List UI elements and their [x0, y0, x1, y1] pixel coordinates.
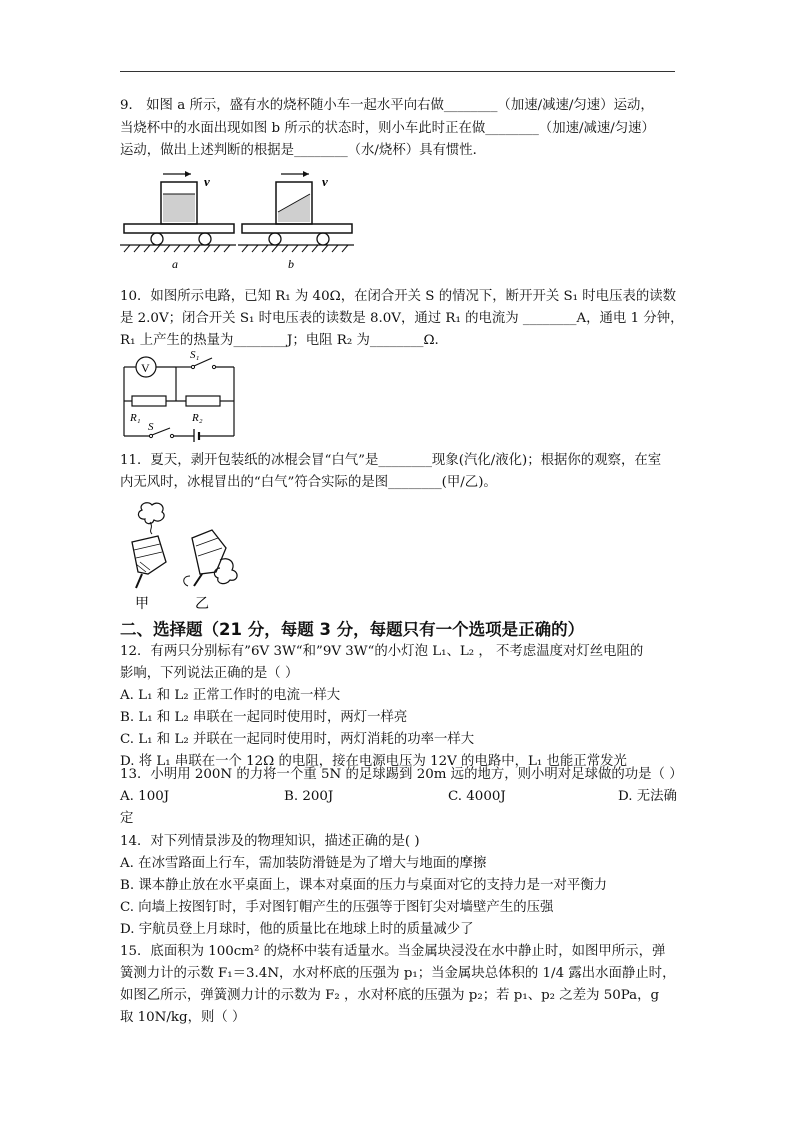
q11-line-2: 内无风时，冰棍冒出的“白气”符合实际的是图________(甲/乙)。	[120, 475, 497, 490]
section-2-heading: 二、选择题（21 分，每题 3 分，每题只有一个选项是正确的）	[120, 620, 585, 639]
q14-option-d: D. 宇航员登上月球时，他的质量比在地球上时的质量减少了	[120, 922, 474, 937]
q11-line-1: 11．夏天，剥开包装纸的冰棍会冒“白气”是________现象(汽化/液化)；根据你的观察，在室	[120, 453, 662, 468]
q15-line-3: 如图乙所示，弹簧测力计的示数为 F₂ ，水对杯底的压强为 p₂；若 p₁、p₂ 之差为 50Pa，g	[120, 988, 660, 1003]
figure-ice-pops	[120, 500, 245, 615]
ice-pop-yi	[184, 530, 237, 612]
q15-line-4: 取 10N/kg，则（ ）	[120, 1010, 246, 1025]
q14-option-c: C. 向墙上按图钉时，手对图钉帽产生的压强等于图钉尖对墙壁产生的压强	[120, 900, 554, 915]
q10-line-2: 是 2.0V；闭合开关 S₁ 时电压表的读数是 8.0V，通过 R₁ 的电流为 ________A，通电 1 分钟，	[120, 311, 684, 326]
label-v-b: v	[322, 174, 328, 189]
q10-line-3: R₁ 上产生的热量为________J；电阻 R₂ 为________Ω.	[120, 333, 439, 348]
q12-option-c: C. L₁ 和 L₂ 并联在一起同时使用时，两灯消耗的功率一样大	[120, 732, 475, 747]
figure-circuit	[120, 350, 240, 442]
label-b: b	[288, 257, 294, 271]
ice-pop-jia	[132, 503, 166, 612]
q14-option-a: A. 在冰雪路面上行车，需加装防滑链是为了增大与地面的摩擦	[120, 856, 487, 871]
q14-line-1: 14．对下列情景涉及的物理知识，描述正确的是( )	[120, 834, 420, 849]
q12-line-2: 影响，下列说法正确的是（ ）	[120, 666, 299, 681]
r1-label: R₁	[130, 412, 141, 424]
s-label: S	[148, 421, 154, 433]
label-jia: 甲	[135, 596, 149, 612]
s1-label: S₁	[190, 350, 200, 361]
r2-label: R₂	[192, 412, 203, 424]
q12-option-d: D. 将 L₁ 串联在一个 12Ω 的电阻，接在电源电压为 12V 的电路中，L₁ 也能正常发光	[120, 754, 627, 769]
voltmeter-label: V	[141, 361, 150, 375]
q13-option-a: A. 100J	[120, 789, 170, 804]
q13-option-b: B. 200J	[284, 789, 334, 804]
label-yi: 乙	[195, 596, 209, 612]
cart-b-diagram	[238, 171, 354, 271]
q12-line-1: 12．有两只分别标有”6V 3W“和”9V 3W“的小灯泡 L₁、L₂ ， 不考虑温度对灯丝电阻的	[120, 644, 644, 659]
header-rule	[120, 71, 675, 72]
figure-beaker-on-cart	[118, 168, 363, 276]
q13-option-d: D. 无法确	[618, 789, 677, 804]
cart-a-diagram	[120, 171, 236, 271]
label-v-a: v	[204, 174, 210, 189]
q10-line-1: 10．如图所示电路，已知 R₁ 为 40Ω，在闭合开关 S 的情况下，断开开关 S₁ 时电压表的读数	[120, 289, 677, 304]
q13-line-1: 13．小明用 200N 的力将一个重 5N 的足球踢到 20m 远的地方，则小明对足球做的功是（ ）	[120, 767, 683, 782]
q14-option-b: B. 课本静止放在水平桌面上，课本对桌面的压力与桌面对它的支持力是一对平衡力	[120, 878, 608, 893]
q15-line-1: 15．底面积为 100cm² 的烧杯中装有适量水。当金属块浸没在水中静止时，如图甲所示，弹	[120, 944, 666, 959]
q13-option-d-cont: 定	[120, 811, 134, 826]
q9-line-2: 当烧杯中的水面出现如图 b 所示的状态时，则小车此时正在做________（加速/减速/匀速）	[120, 121, 655, 136]
q12-option-b: B. L₁ 和 L₂ 串联在一起同时使用时，两灯一样亮	[120, 710, 408, 725]
q9-line-1: 9． 如图 a 所示，盛有水的烧杯随小车一起水平向右做________（加速/减速/匀速）运动，	[120, 98, 654, 113]
q12-option-a: A. L₁ 和 L₂ 正常工作时的电流一样大	[120, 688, 341, 703]
q13-option-c: C. 4000J	[448, 789, 506, 804]
label-a: a	[172, 257, 178, 271]
q9-line-3: 运动，做出上述判断的根据是________（水/烧杯）具有惯性．	[120, 143, 487, 158]
q15-line-2: 簧测力计的示数 F₁＝3.4N，水对杯底的压强为 p₁；当金属块总体积的 1/4 露出水面静止时，	[120, 966, 676, 981]
